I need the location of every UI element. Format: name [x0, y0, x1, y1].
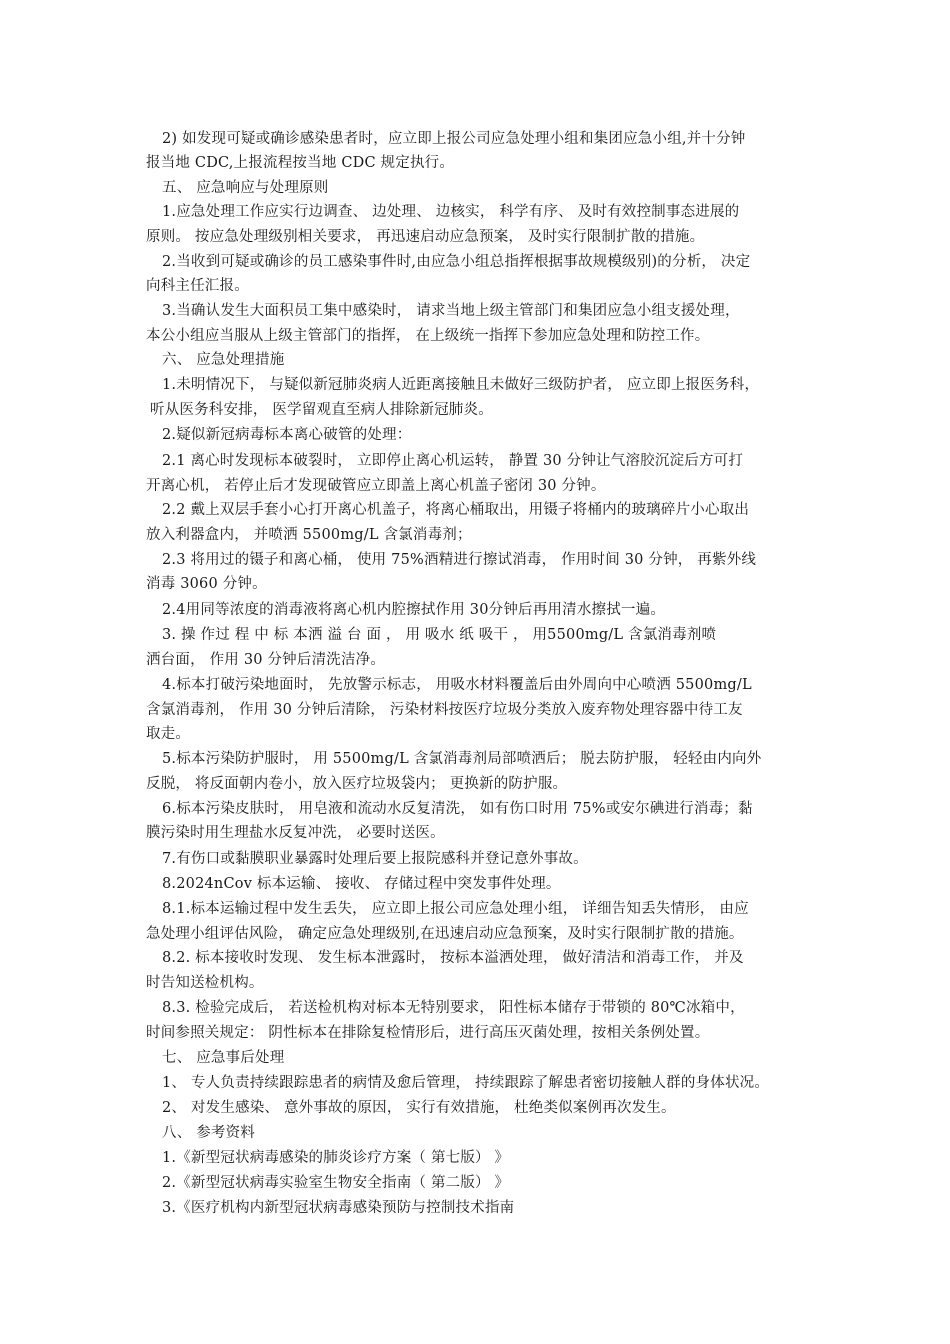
section-heading: 七、 应急事后处理 [162, 1050, 285, 1066]
text-line: 2、 对发生感染、 意外事故的原因， 实行有效措施， 杜绝类似案例再次发生。 [162, 1100, 676, 1116]
text-line: 洒台面， 作用 30 分钟后清洗洁净。 [146, 652, 386, 668]
text-line: 8.2. 标本接收时发现、 发生标本泄露时， 按标本溢洒处理， 做好清洁和消毒工作， 并及 [162, 950, 744, 966]
reference-item: 3.《医疗机构内新型冠状病毒感染预防与控制技术指南 [162, 1200, 515, 1216]
text-line: 2.1 离心时发现标本破裂时， 立即停止离心机运转， 静置 30 分钟让气溶胶沉淀后方可打 [162, 453, 744, 469]
text-line: 3.当确认发生大面积员工集中感染时， 请求当地上级主管部门和集团应急小组支援处理， [162, 303, 740, 319]
text-line: 2.4用同等浓度的消毒液将离心机内腔擦拭作用 30分钟后再用清水擦拭一遍。 [162, 602, 666, 618]
text-line: 放入利器盒内， 并喷洒 5500mg/L 含氯消毒剂； [146, 527, 472, 543]
text-line: 急处理小组评估风险， 确定应急处理级别,在迅速启动应急预案，及时实行限制扩散的措施。 [146, 926, 744, 942]
text-line: 1.未明情况下， 与疑似新冠肺炎病人近距离接触且未做好三级防护者， 应立即上报医务科， [162, 377, 760, 393]
text-line: 1、 专人负责持续跟踪患者的病情及愈后管理， 持续跟踪了解患者密切接触人群的身体状况。 [162, 1075, 770, 1091]
text-line: 时告知送检机构。 [146, 975, 264, 991]
text-line: 反脱， 将反面朝内卷小，放入医疗垃圾袋内； 更换新的防护服。 [146, 776, 568, 792]
text-line: 听从医务科安排， 医学留观直至病人排除新冠肺炎。 [150, 402, 493, 418]
reference-item: 1.《新型冠状病毒感染的肺炎诊疗方案（ 第七版） 》 [162, 1150, 510, 1166]
text-line: 1.应急处理工作应实行边调查、 边处理、 边核实， 科学有序、 及时有效控制事态进展的 [162, 204, 740, 220]
text-line: 8.2024nCov 标本运输、 接收、 存储过程中突发事件处理。 [162, 876, 561, 892]
text-line: 向科主任汇报。 [146, 278, 249, 294]
text-line: 原则。 按应急处理级别相关要求， 再迅速启动应急预案， 及时实行限制扩散的措施。 [146, 229, 705, 245]
text-line: 2.3 将用过的镊子和离心桶， 使用 75%酒精进行擦试消毒， 作用时间 30 分钟， 再紫外线 [162, 552, 757, 568]
text-line: 时间参照关规定： 阴性标本在排除复检情形后，进行高压灭菌处理，按相关条例处置。 [146, 1025, 710, 1041]
text-line: 2.疑似新冠病毒标本离心破管的处理： [162, 427, 412, 443]
text-line: 3. 操 作过 程 中 标 本洒 溢 台 面 ， 用 吸水 纸 吸干 ， 用5500mg/L 含氯消毒剂喷 [162, 627, 717, 643]
text-line: 本公小组应当服从上级主管部门的指挥， 在上级统一指挥下参加应急处理和防控工作。 [146, 328, 710, 344]
text-line: 4.标本打破污染地面时， 先放警示标志， 用吸水材料覆盖后由外周向中心喷洒 5500mg/L [162, 677, 752, 693]
text-line: 取走。 [146, 726, 191, 742]
text-line: 2) 如发现可疑或确诊感染患者时，应立即上报公司应急处理小组和集团应急小组,并十分钟 [162, 131, 746, 147]
reference-item: 2.《新型冠状病毒实验室生物安全指南（ 第二版） 》 [162, 1175, 510, 1191]
text-line: 2.当收到可疑或确诊的员工感染事件时,由应急小组总指挥根据事故规模级别)的分析， 决定 [162, 254, 751, 270]
section-heading: 五、 应急响应与处理原则 [162, 180, 329, 196]
text-line: 膜污染时用生理盐水反复冲洗， 必要时送医。 [146, 825, 445, 841]
text-line: 7.有伤口或黏膜职业暴露时处理后要上报院感科并登记意外事故。 [162, 851, 588, 867]
section-heading: 六、 应急处理措施 [162, 352, 285, 368]
text-line: 5.标本污染防护服时， 用 5500mg/L 含氯消毒剂局部喷洒后； 脱去防护服， 轻轻由内向外 [162, 751, 762, 767]
text-line: 8.3. 检验完成后， 若送检机构对标本无特别要求， 阳性标本储存于带锁的 80℃冰箱中， [162, 1000, 745, 1016]
text-line: 2.2 戴上双层手套小心打开离心机盖子，将离心桶取出，用镊子将桶内的玻璃碎片小心取出 [162, 502, 750, 518]
text-line: 报当地 CDC,上报流程按当地 CDC 规定执行。 [146, 155, 455, 171]
text-line: 8.1.标本运输过程中发生丢失， 应立即上报公司应急处理小组， 详细告知丢失情形， 由应 [162, 901, 749, 917]
text-line: 消毒 3060 分钟。 [146, 576, 267, 592]
section-heading: 八、 参考资料 [162, 1125, 256, 1141]
text-line: 含氯消毒剂， 作用 30 分钟后清除， 污染材料按医疗垃圾分类放入废弃物处理容器中待工友 [146, 702, 743, 718]
text-line: 6.标本污染皮肤时， 用皂液和流动水反复清洗， 如有伤口时用 75%或安尔碘进行消毒；黏 [162, 801, 753, 817]
text-line: 开离心机， 若停止后才发现破管应立即盖上离心机盖子密闭 30 分钟。 [146, 478, 606, 494]
